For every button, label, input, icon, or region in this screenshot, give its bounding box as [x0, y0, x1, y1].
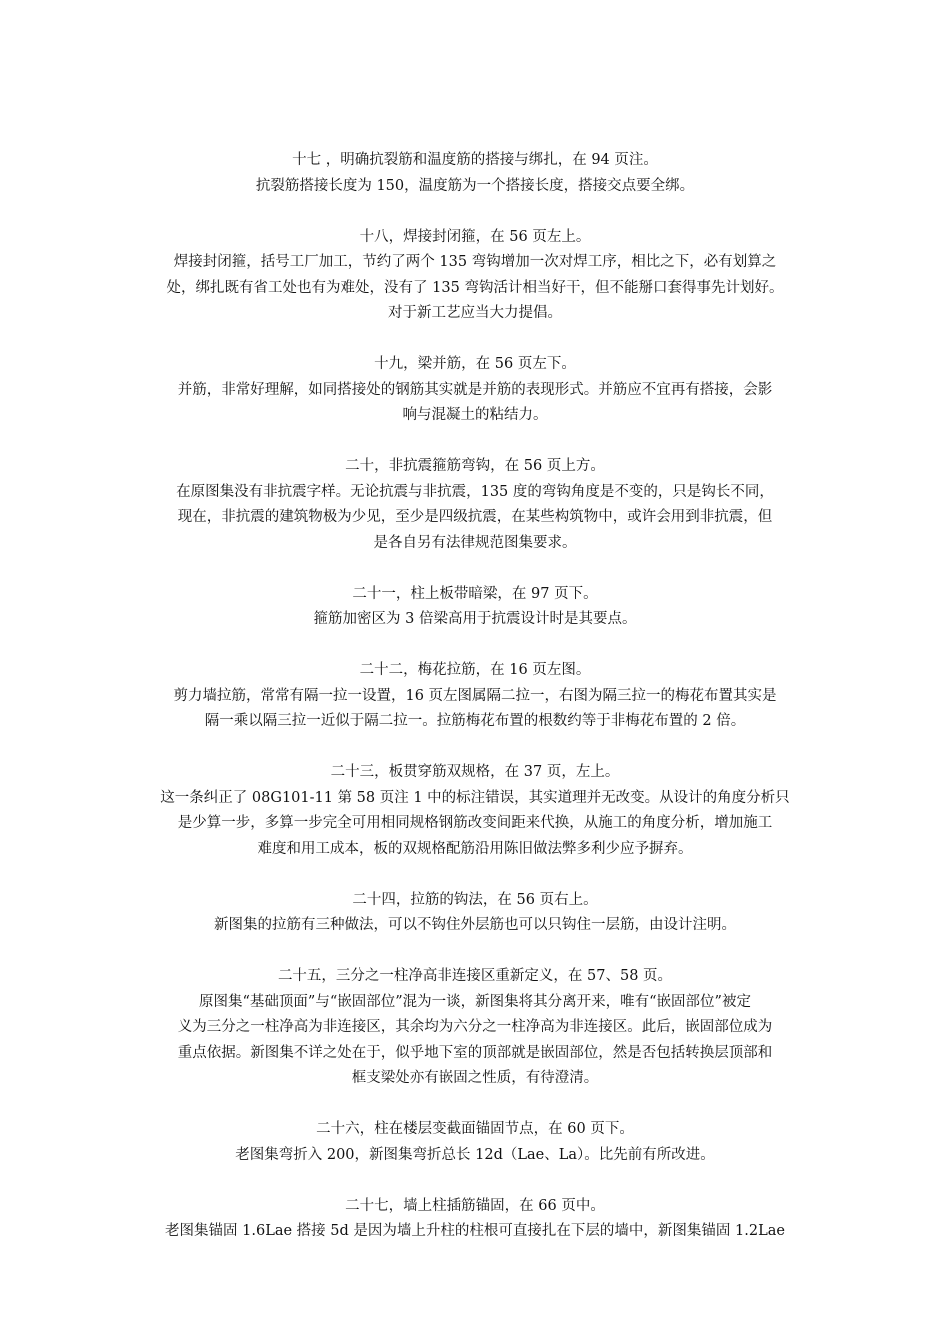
- body-line: 剪力墙拉筋，常常有隔一拉一设置，16 页左图属隔二拉一，右图为隔三拉一的梅花布置其实是: [173, 687, 777, 704]
- body-line: 这一条纠正了 08G101-11 第 58 页注 1 中的标注错误，其实道理并无改变。从设计的角度分析只: [160, 789, 790, 806]
- body-line: 抗裂筋搭接长度为 150，温度筋为一个搭接长度，搭接交点要全绑。: [255, 177, 695, 194]
- section-23: [140, 760, 810, 862]
- section-heading: 二十二，梅花拉筋，在 16 页左图。: [359, 662, 591, 678]
- section-heading: 二十，非抗震箍筋弯钩，在 56 页上方。: [345, 458, 605, 474]
- body-line: 隔一乘以隔三拉一近似于隔二拉一。拉筋梅花布置的根数约等于非梅花布置的 2 倍。: [204, 713, 746, 729]
- body-line: 义为三分之一柱净高为非连接区，其余均为六分之一柱净高为非连接区。此后，嵌固部位成为: [177, 1019, 773, 1035]
- body-line: 对于新工艺应当大力提倡。: [388, 305, 562, 321]
- body-line: 响与混凝土的粘结力。: [402, 407, 548, 423]
- section-heading: 二十五，三分之一柱净高非连接区重新定义，在 57、58 页。: [277, 968, 673, 984]
- body-line: 焊接封闭箍，括号工厂加工，节约了两个 135 弯钩增加一次对焊工序，相比之下，必有划算之: [173, 254, 777, 270]
- section-heading: 二十三，板贯穿筋双规格，在 37 页，左上。: [330, 764, 620, 780]
- section-24: [140, 888, 810, 939]
- body-line: 并筋，非常好理解，如同搭接处的钢筋其实就是并筋的表现形式。并筋应不宜再有搭接，会影: [177, 381, 773, 398]
- section-22: [140, 658, 810, 735]
- body-line: 原图集“基础顶面”与“嵌固部位”混为一谈，新图集将其分离开来，唯有“嵌固部位”被定: [199, 993, 751, 1010]
- section-heading: 二十七，墙上柱插筋锚固，在 66 页中。: [345, 1197, 605, 1214]
- section-heading: 二十六，柱在楼层变截面锚固节点，在 60 页下。: [316, 1121, 634, 1137]
- section-20: [140, 454, 810, 556]
- section-18: [140, 225, 810, 327]
- section-27: [140, 1194, 810, 1245]
- section-26: [140, 1117, 810, 1168]
- body-line: 是各自另有法律规范图集要求。: [373, 534, 577, 551]
- body-line: 框支梁处亦有嵌固之性质，有待澄清。: [351, 1070, 599, 1086]
- body-line: 老图集锚固 1.6Lae 搭接 5d 是因为墙上升柱的柱根可直接扎在下层的墙中，新图集锚固 1.2Lae: [165, 1223, 785, 1239]
- document-body: [140, 148, 810, 1270]
- section-heading: 二十四，拉筋的钩法，在 56 页右上。: [352, 891, 598, 908]
- body-line: 老图集弯折入 200，新图集弯折总长 12d（Lae、La）。比先前有所改进。: [235, 1146, 715, 1163]
- body-line: 处，绑扎既有省工处也有为难处，没有了 135 弯钩活计相当好干，但不能掰口套得事先计划好。: [166, 279, 784, 296]
- section-17: [140, 148, 810, 199]
- section-heading: 十九，梁并筋，在 56 页左下。: [374, 356, 576, 372]
- section-heading: 十七 ，明确抗裂筋和温度筋的搭接与绑扎，在 94 页注。: [292, 152, 658, 168]
- body-line: 难度和用工成本，板的双规格配筋沿用陈旧做法弊多利少应予摒弃。: [257, 840, 693, 857]
- section-21: [140, 582, 810, 633]
- body-line: 现在，非抗震的建筑物极为少见，至少是四级抗震，在某些构筑物中，或许会用到非抗震，但: [177, 509, 773, 525]
- section-25: [140, 964, 810, 1092]
- section-heading: 二十一，柱上板带暗梁，在 97 页下。: [352, 585, 598, 602]
- section-19: [140, 352, 810, 429]
- body-line: 在原图集没有非抗震字样。无论抗震与非抗震，135 度的弯钩角度是不变的，只是钩长不同，: [176, 483, 774, 500]
- body-line: 新图集的拉筋有三种做法，可以不钩住外层筋也可以只钩住一层筋，由设计注明。: [214, 917, 736, 933]
- body-line: 箍筋加密区为 3 倍梁高用于抗震设计时是其要点。: [313, 611, 637, 627]
- section-heading: 十八，焊接封闭箍，在 56 页左上。: [359, 228, 591, 245]
- body-line: 重点依据。新图集不详之处在于，似乎地下室的顶部就是嵌固部位，然是否包括转换层顶部和: [177, 1044, 773, 1061]
- body-line: 是少算一步，多算一步完全可用相同规格钢筋改变间距来代换，从施工的角度分析，增加施工: [177, 815, 773, 831]
